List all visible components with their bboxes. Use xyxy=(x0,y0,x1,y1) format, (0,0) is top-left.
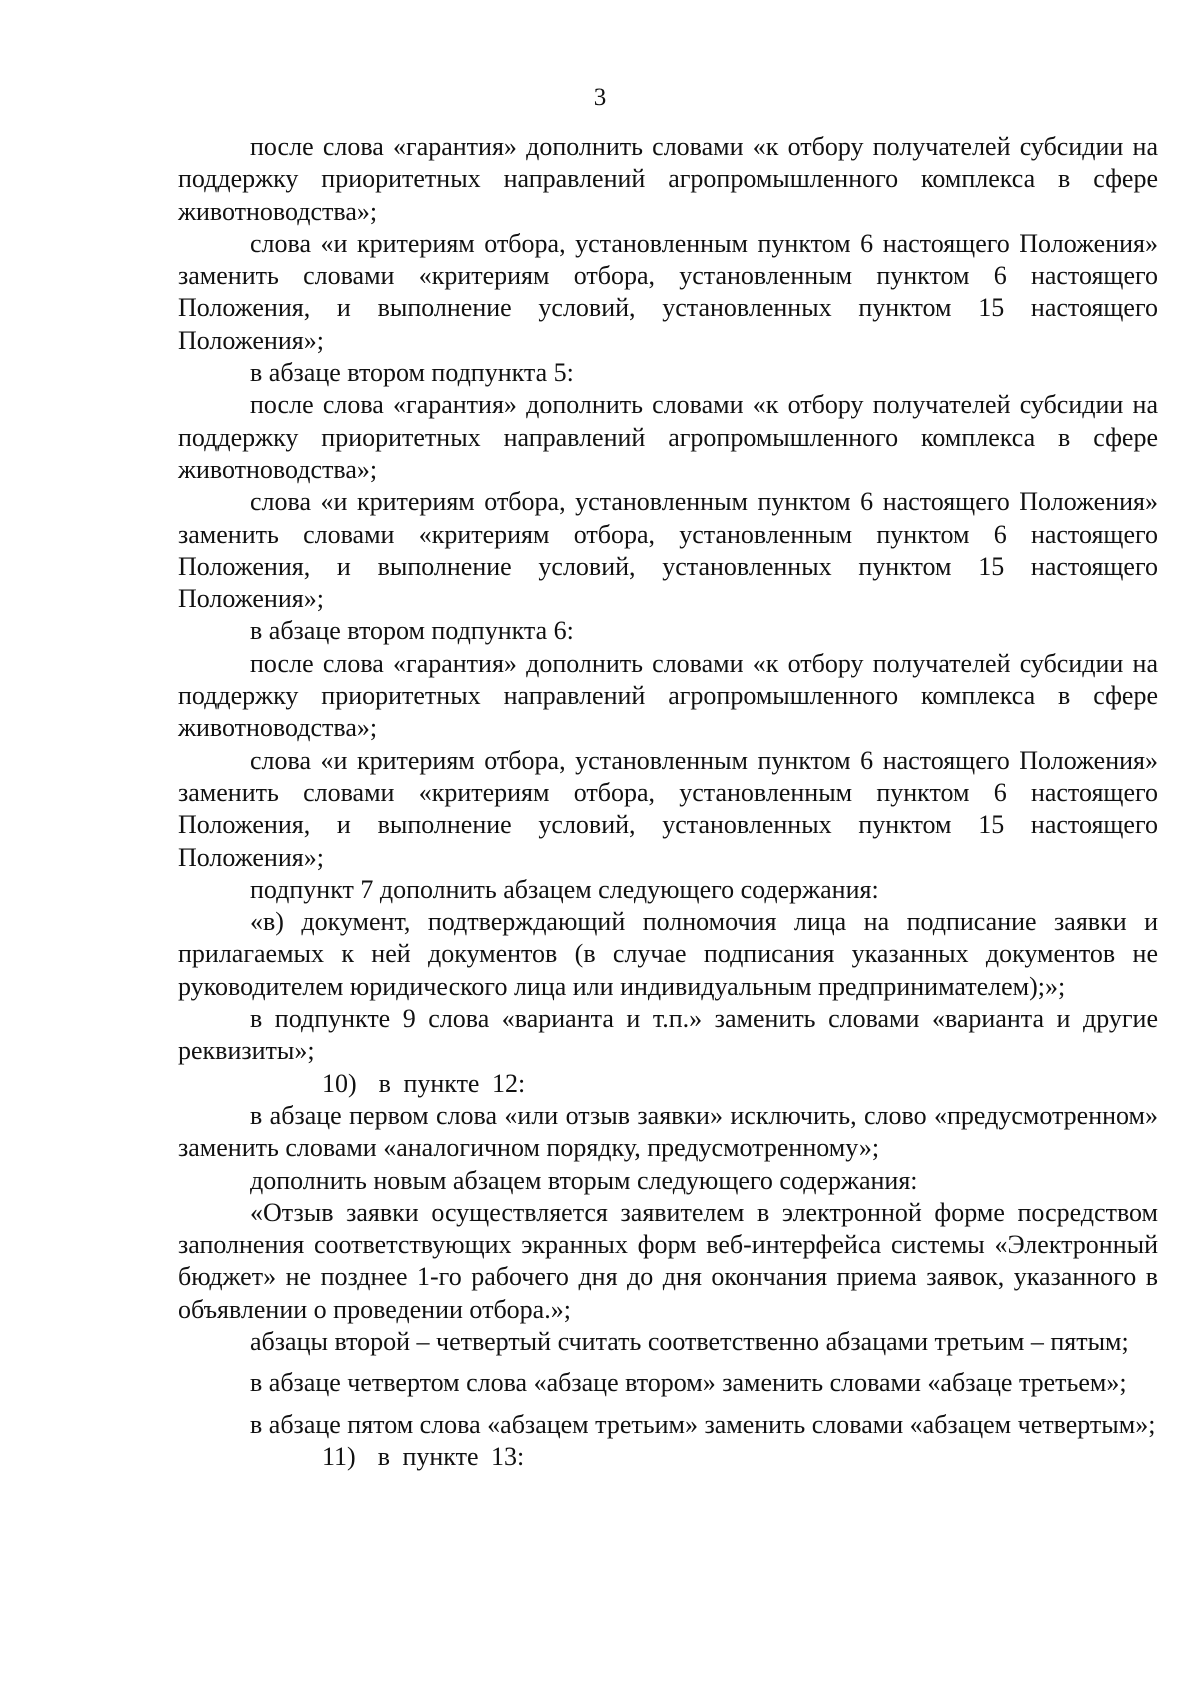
paragraph: в абзаце втором подпункта 5: xyxy=(250,358,574,388)
paragraph: после слова «гарантия» дополнить словами «к отбору получателей субсидии на поддержку приоритетных направлений агропромышленного комплекса в сфере животноводства»; xyxy=(178,390,1158,484)
paragraph: после слова «гарантия» дополнить словами «к отбору получателей субсидии на поддержку приоритетных направлений агропромышленного комплекса в сфере животноводства»; xyxy=(178,648,1158,743)
paragraph: абзацы второй – четвертый считать соответственно абзацами третьим – пятым; xyxy=(250,1326,1129,1356)
paragraph: подпункт 7 дополнить абзацем следующего содержания: xyxy=(250,874,879,904)
paragraph: слова «и критериям отбора, установленным пунктом 6 настоящего Положения» заменить словами «критериям отбора, установленным пунктом 6 настоящего Положения, и выполнение условий, установленных пунктом 15 настоящего Положения»; xyxy=(178,745,1158,872)
paragraph: слова «и критериям отбора, установленным пунктом 6 настоящего Положения» заменить словами «критериям отбора, установленным пунктом 6 настоящего Положения, и выполнение условий, установленных пунктом 15 настоящего Положения»; xyxy=(178,228,1158,355)
item-number: 10) xyxy=(322,1068,357,1098)
numbered-item-10 xyxy=(178,1068,1158,1100)
paragraph: «Отзыв заявки осуществляется заявителем в электронной форме посредством заполнения соответствующих экранных форм веб-интерфейса системы «Электронный бюджет» не позднее 1-го рабочего дня до дня окончания приема заявок, указанного в объявлении о проведении отбора.»; xyxy=(178,1197,1158,1324)
paragraph: слова «и критериям отбора, установленным пунктом 6 настоящего Положения» заменить словами «критериям отбора, установленным пунктом 6 настоящего Положения, и выполнение условий, установленных пунктом 15 настоящего Положения»; xyxy=(178,487,1158,614)
item-number: 11) xyxy=(322,1441,356,1471)
paragraph: «в) документ, подтверждающий полномочия лица на подписание заявки и прилагаемых к ней документов (в случае подписания указанных документов не руководителем юридического лица или индивидуальным предпринимателем);»; xyxy=(178,907,1158,1001)
paragraph: после слова «гарантия» дополнить словами «к отбору получателей субсидии на поддержку приоритетных направлений агропромышленного комплекса в сфере животноводства»; xyxy=(178,132,1158,226)
item-text: в пункте 13: xyxy=(377,1441,525,1471)
item-text: в пункте 12: xyxy=(378,1068,526,1098)
paragraph: в абзаце первом слова «или отзыв заявки» исключить, слово «предусмотренном» заменить словами «аналогичном порядку, предусмотренному»; xyxy=(178,1100,1158,1163)
paragraph: в абзаце втором подпункта 6: xyxy=(250,616,574,646)
paragraph: дополнить новым абзацем вторым следующего содержания: xyxy=(250,1165,918,1195)
page-number: 3 xyxy=(593,84,607,111)
paragraph: в абзаце четвертом слова «абзаце втором» заменить словами «абзаце третьем»; xyxy=(250,1368,1127,1398)
paragraph: в подпункте 9 слова «варианта и т.п.» заменить словами «варианта и другие реквизиты»; xyxy=(178,1004,1158,1066)
paragraph: в абзаце пятом слова «абзацем третьим» заменить словами «абзацем четвертым»; xyxy=(250,1409,1156,1439)
document-body xyxy=(178,131,1158,1473)
numbered-item-11 xyxy=(178,1441,1158,1473)
